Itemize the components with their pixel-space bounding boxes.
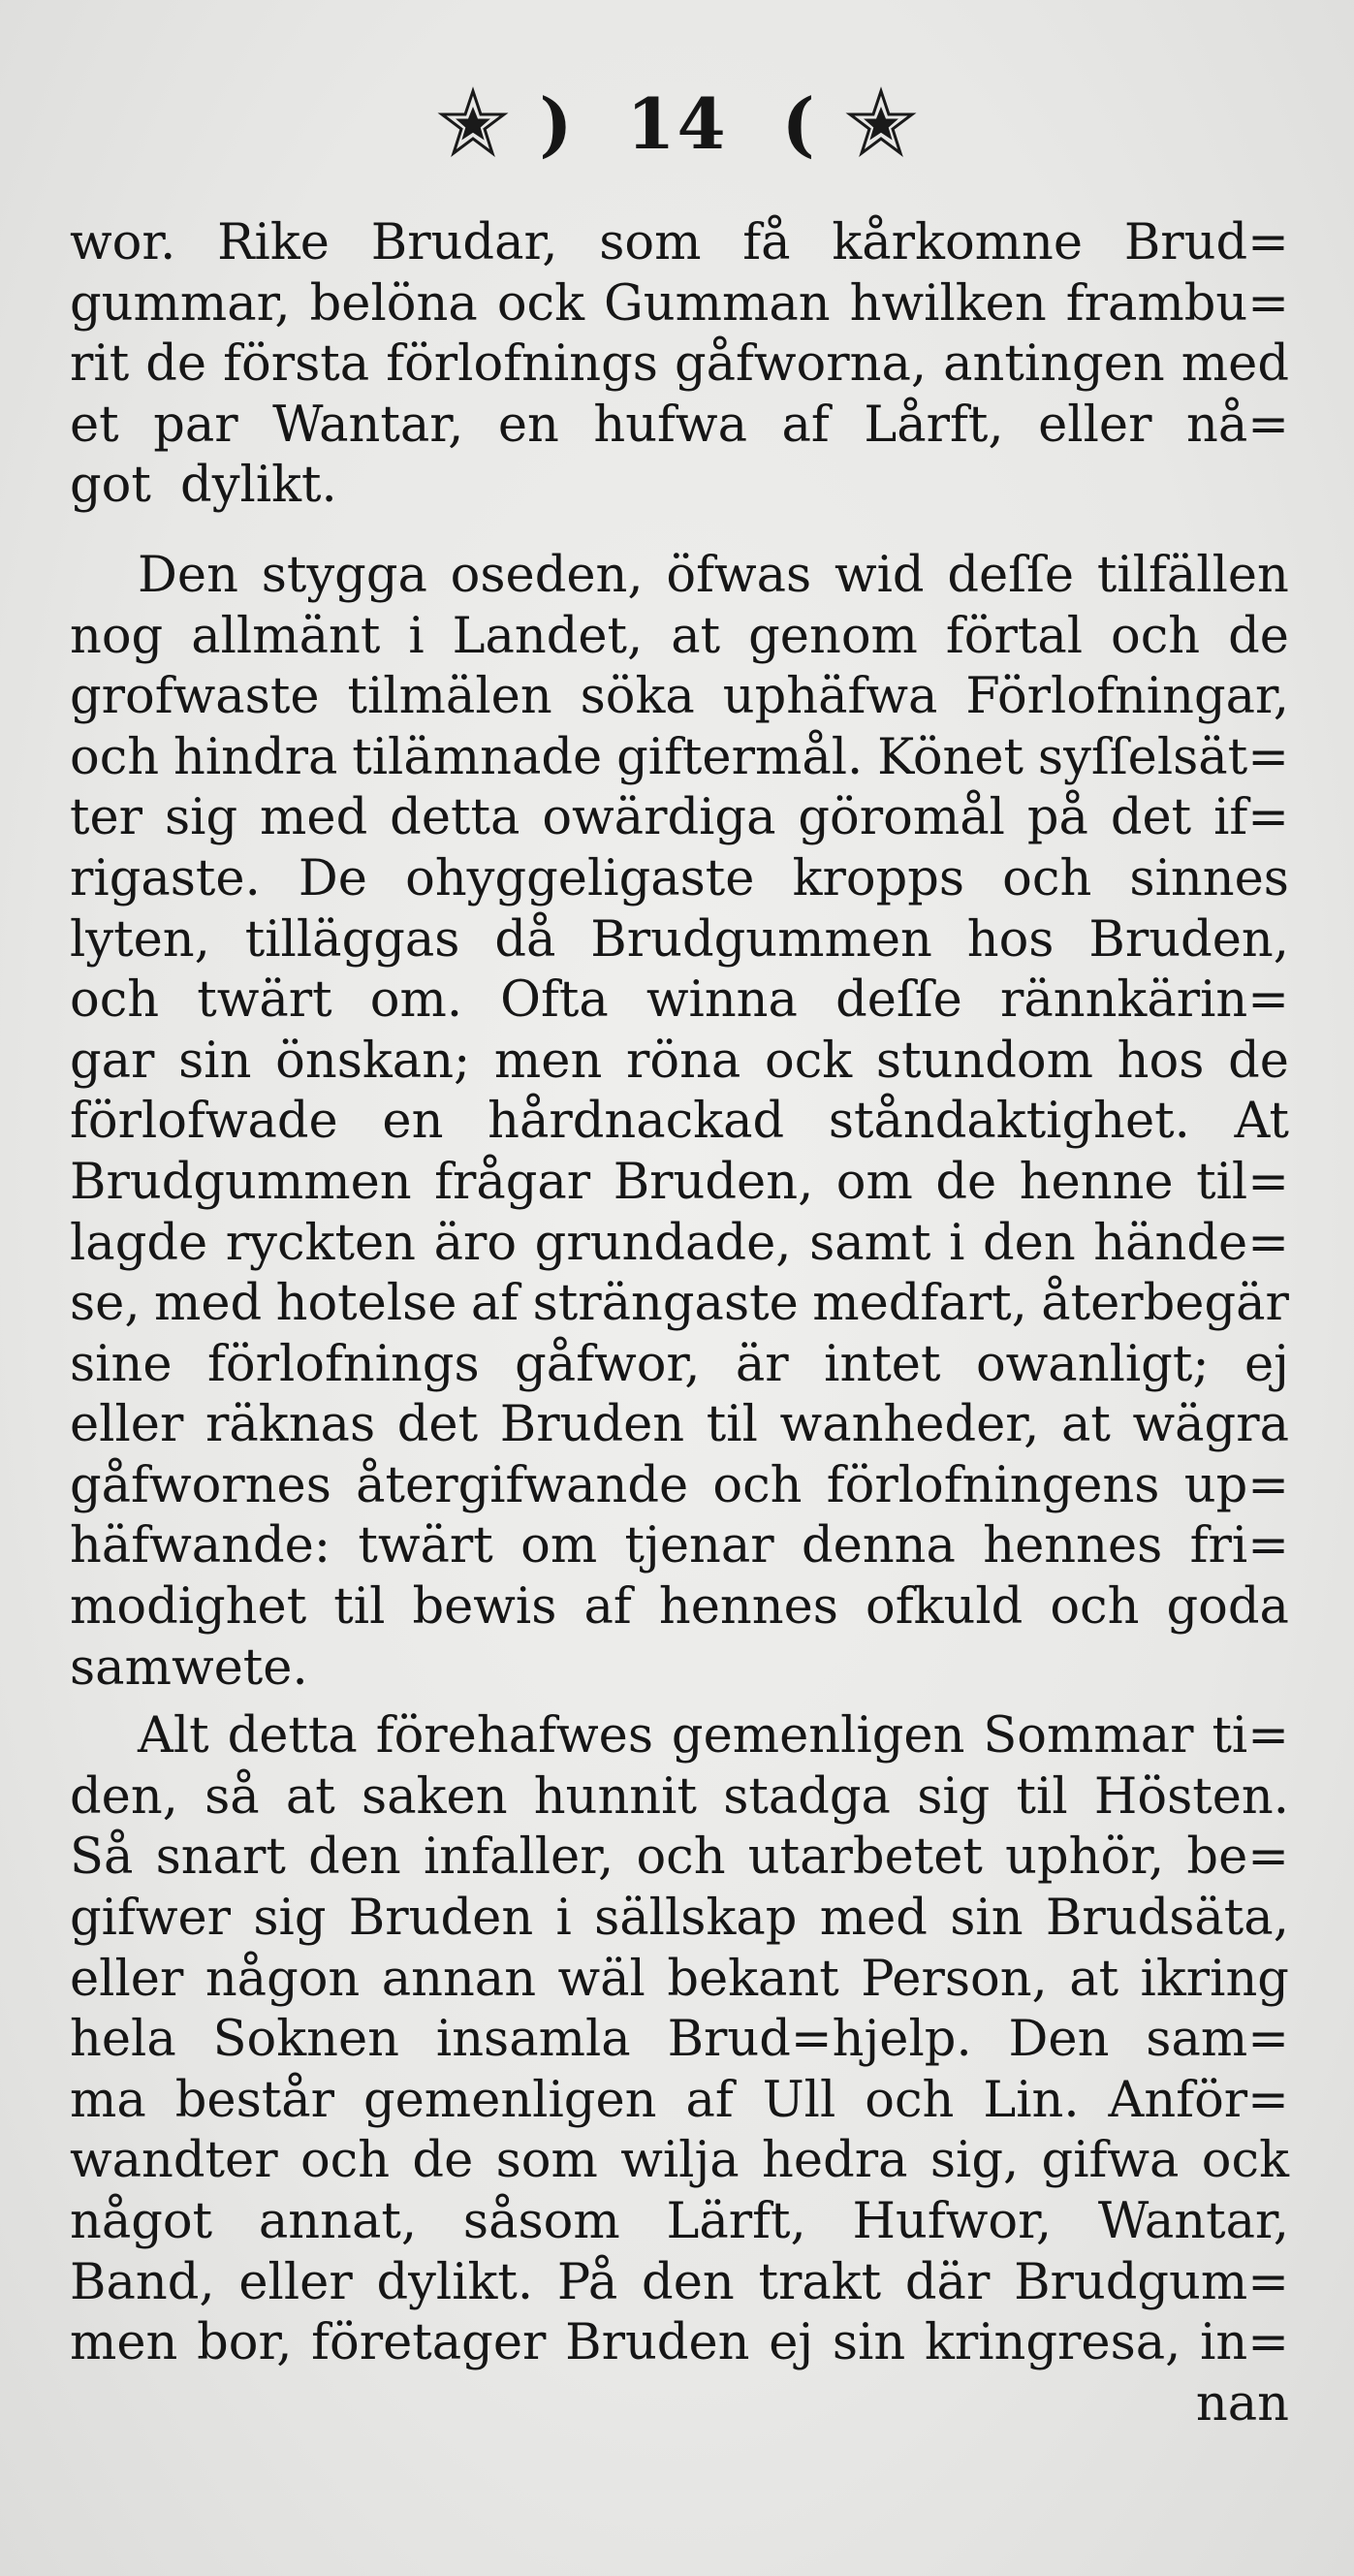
word: och — [712, 1456, 803, 1514]
text-line — [70, 1516, 1289, 1577]
word: Den — [1008, 2011, 1110, 2069]
word: hufwa — [593, 396, 747, 454]
word: det — [396, 1396, 479, 1454]
text-line — [70, 1032, 1289, 1093]
word: owärdiga — [542, 789, 776, 847]
page-number: 14 — [626, 82, 728, 165]
text-line — [70, 607, 1289, 668]
text-line — [70, 910, 1289, 971]
word: ter — [70, 789, 143, 847]
word: stygga — [261, 546, 427, 604]
word: de — [935, 1153, 997, 1211]
text-line — [70, 1395, 1289, 1456]
word: sig — [253, 1890, 327, 1948]
text-line — [70, 1577, 1289, 1638]
word: det — [1110, 789, 1192, 847]
word: gåfwornes — [70, 1456, 331, 1514]
word: förtal — [945, 607, 1084, 665]
word: annan — [381, 1950, 537, 2008]
word: belöna — [309, 274, 478, 333]
word: ma — [70, 2071, 146, 2129]
word: if= — [1213, 789, 1289, 847]
word: som — [599, 214, 702, 271]
word: sam= — [1146, 2011, 1289, 2069]
word: en — [382, 1093, 444, 1151]
text-line — [70, 2313, 1289, 2374]
word: utarbetet — [747, 1829, 983, 1887]
text-line — [70, 2131, 1289, 2192]
word: Ofta — [500, 971, 609, 1030]
word: Bruden — [565, 2314, 750, 2372]
word: wandter — [70, 2132, 278, 2190]
word: tilämnade — [352, 728, 603, 786]
word: sig, — [929, 2132, 1020, 2190]
word: återbegär — [1041, 1275, 1289, 1333]
word: Brud=hjelp. — [667, 2011, 972, 2069]
word: då — [494, 910, 556, 969]
word: få — [742, 214, 791, 271]
word: sin — [178, 1032, 252, 1090]
word: uphör, — [1005, 1829, 1165, 1887]
text-line — [70, 728, 1289, 789]
word: denna — [802, 1517, 956, 1575]
word: medfart, — [812, 1275, 1027, 1333]
word: in= — [1200, 2314, 1289, 2372]
word: tjenar — [624, 1517, 774, 1575]
word: som — [495, 2132, 598, 2190]
word: på — [1026, 789, 1088, 847]
word: Bruden — [348, 1890, 534, 1948]
word: Bruden — [499, 1396, 685, 1454]
word: modighet — [70, 1578, 307, 1637]
word: förlofningens — [826, 1456, 1160, 1514]
word: deſſe — [835, 971, 962, 1030]
word: stundom — [875, 1032, 1093, 1090]
word: där — [904, 2253, 991, 2311]
word: men — [493, 1032, 603, 1090]
word: Rike — [217, 214, 330, 271]
word: hindra — [173, 728, 338, 786]
word: Brud= — [1123, 214, 1289, 271]
word: til — [1016, 1767, 1068, 1826]
word: henne — [1019, 1153, 1174, 1211]
word: Gumman — [604, 274, 831, 333]
word: nog — [70, 607, 164, 665]
word: är — [735, 1335, 789, 1393]
word: och — [865, 2071, 955, 2129]
text-line — [70, 2253, 1289, 2314]
word: om — [520, 1517, 598, 1575]
word: de — [1228, 607, 1289, 665]
word: sällskap — [594, 1890, 798, 1948]
word: med — [1181, 335, 1289, 394]
word: och — [1111, 607, 1201, 665]
word: kringresa, — [924, 2314, 1181, 2372]
word: Hösten. — [1093, 1767, 1289, 1826]
word: och — [1002, 849, 1092, 907]
paragraph-1 — [70, 213, 1289, 517]
word: Lärft, — [666, 2193, 806, 2250]
word: Soknen — [212, 2011, 400, 2069]
word: Sommar — [983, 1707, 1194, 1765]
word: tilmälen — [347, 668, 552, 726]
word: Lin. — [983, 2071, 1080, 2129]
word: trakt — [758, 2253, 882, 2311]
word: i — [555, 1890, 572, 1948]
word: sin — [832, 2314, 906, 2372]
word: gar — [70, 1032, 155, 1090]
word: lagde — [70, 1214, 208, 1272]
word: hotelse — [275, 1275, 457, 1333]
word: i — [408, 607, 425, 665]
word: önskan; — [275, 1032, 471, 1090]
left-star-icon — [434, 85, 512, 163]
right-parenthesis: ( — [781, 82, 815, 165]
text-line — [70, 1092, 1289, 1153]
word: den — [983, 1214, 1076, 1272]
word: gåfwor, — [515, 1335, 701, 1393]
word: sinnes — [1129, 849, 1289, 907]
word: men — [70, 2314, 178, 2372]
word: hennes — [658, 1578, 838, 1637]
word: Band, — [70, 2253, 215, 2311]
word: ikring — [1140, 1950, 1289, 2008]
word: kårkomne — [832, 214, 1084, 271]
word: tilfällen — [1096, 546, 1289, 604]
word: äro — [433, 1214, 518, 1272]
word: til — [706, 1396, 758, 1454]
word: At — [1234, 1093, 1289, 1151]
word: göromål — [798, 789, 1005, 847]
word: wor. — [70, 214, 176, 271]
word: at — [1060, 1396, 1111, 1454]
word: rit — [70, 335, 130, 394]
word: annat, — [258, 2193, 418, 2250]
word: wägra — [1132, 1396, 1289, 1454]
word: oseden, — [450, 546, 644, 604]
word: uphäfwa — [722, 668, 938, 726]
word: hela — [70, 2011, 176, 2069]
word: ohyggeligaste — [405, 849, 755, 907]
word: intet — [824, 1335, 941, 1393]
word: de — [145, 335, 207, 394]
word: Brudsäta, — [1045, 1890, 1289, 1948]
word: af — [470, 1275, 520, 1333]
left-parenthesis: ) — [539, 82, 573, 165]
word: och — [1050, 1578, 1140, 1637]
text-line — [70, 1767, 1289, 1829]
word: Förlofningar, — [965, 668, 1289, 726]
word: samt — [809, 1214, 931, 1272]
text-line — [70, 1456, 1289, 1517]
word: wäl — [557, 1950, 646, 2008]
text-line — [70, 274, 1289, 335]
word: ej — [769, 2314, 814, 2372]
word: med — [819, 1890, 928, 1948]
word: insamla — [435, 2011, 631, 2069]
word: förlofwade — [70, 1093, 338, 1151]
word: antingen — [943, 335, 1165, 394]
word: af — [685, 2071, 734, 2129]
word: med — [153, 1275, 263, 1333]
word: Så — [70, 1829, 134, 1887]
word: nå= — [1185, 396, 1289, 454]
word: hwilken — [849, 274, 1047, 333]
word: den — [308, 1829, 401, 1887]
text-line — [70, 396, 1289, 457]
word: Bruden, — [613, 1153, 814, 1211]
page-header — [0, 76, 1354, 173]
word: ofkuld — [865, 1578, 1023, 1637]
word: hårdnackad — [488, 1093, 785, 1151]
word: Anför= — [1108, 2071, 1289, 2129]
word: stadga — [723, 1767, 891, 1826]
text-line — [70, 1706, 1289, 1767]
word: up= — [1183, 1456, 1289, 1514]
word: tilläggas — [244, 910, 460, 969]
word: sig — [164, 789, 238, 847]
word: förehafwes — [375, 1707, 653, 1765]
word: kropps — [792, 849, 965, 907]
word: om — [835, 1153, 913, 1211]
word: hos — [1117, 1032, 1205, 1090]
word: söka — [580, 668, 695, 726]
word: ock — [496, 274, 584, 333]
text-line — [70, 1889, 1289, 1950]
paragraph-gap — [70, 517, 1289, 546]
word: hedra — [762, 2132, 908, 2190]
word: de — [1228, 1032, 1289, 1090]
word: at — [671, 607, 721, 665]
word: detta — [390, 789, 520, 847]
word: Brudgummen — [590, 910, 932, 969]
word: återgifwande — [356, 1456, 689, 1514]
word: wanheder, — [779, 1396, 1040, 1454]
word: sig — [917, 1767, 991, 1826]
word: något — [70, 2193, 213, 2250]
word: wilja — [620, 2132, 740, 2190]
word: ej — [1244, 1335, 1289, 1393]
word: Person, — [861, 1950, 1048, 2008]
word: dylikt. — [376, 2253, 534, 2311]
word: och — [70, 971, 160, 1030]
body-text — [70, 213, 1289, 2434]
word: de — [412, 2132, 474, 2190]
word: ryckten — [225, 1214, 416, 1272]
word: hände= — [1093, 1214, 1289, 1272]
word: Alt — [138, 1707, 209, 1765]
word: räknas — [205, 1396, 376, 1454]
text-line — [70, 2010, 1289, 2071]
word: twärt — [197, 971, 332, 1030]
word: frågar — [434, 1153, 591, 1211]
word: gifwa — [1041, 2132, 1180, 2190]
word: eller — [70, 1396, 184, 1454]
word: at — [1069, 1950, 1119, 2008]
word: Könet — [877, 728, 1024, 786]
word: allmänt — [191, 607, 381, 665]
word: wid — [834, 546, 925, 604]
text-line — [70, 849, 1289, 910]
word: förlofnings — [206, 1335, 480, 1393]
word: gemenligen — [362, 2071, 657, 2129]
word: snart — [155, 1829, 286, 1887]
text-line — [70, 213, 1289, 274]
text-line — [70, 788, 1289, 849]
text-line — [70, 1153, 1289, 1214]
word: Brudar, — [370, 214, 558, 271]
word: bewis — [412, 1578, 557, 1637]
text-line — [70, 970, 1289, 1032]
text-line — [70, 1828, 1289, 1889]
word: om. — [369, 971, 463, 1030]
word: består — [174, 2071, 335, 2129]
text-line — [70, 1214, 1289, 1275]
paragraph-2 — [70, 546, 1289, 1699]
word: hunnit — [533, 1767, 697, 1826]
word: och — [299, 2132, 391, 2190]
word: i — [949, 1214, 965, 1272]
word: så — [205, 1767, 260, 1826]
word: bor, — [197, 2314, 293, 2372]
word: et — [70, 396, 119, 454]
text-line — [70, 2192, 1289, 2253]
word: den, — [70, 1767, 178, 1826]
word: företager — [311, 2314, 547, 2372]
word: Wantar, — [1097, 2193, 1289, 2250]
word: hennes — [983, 1517, 1163, 1575]
word: grofwaste — [70, 668, 320, 726]
word: winna — [646, 971, 798, 1030]
word: ståndaktighet. — [828, 1093, 1190, 1151]
text-line — [70, 667, 1289, 728]
word: giftermål. — [616, 728, 864, 786]
word: til — [333, 1578, 386, 1637]
word: Den — [138, 546, 238, 604]
word: den — [642, 2253, 735, 2311]
word: ock — [1201, 2132, 1289, 2190]
text-line — [70, 2071, 1289, 2132]
text-line — [70, 1335, 1289, 1396]
word: deſſe — [947, 546, 1075, 604]
word: rännkärin= — [999, 971, 1289, 1030]
word: hos — [966, 910, 1055, 969]
word: syſſelsät= — [1037, 728, 1289, 786]
word: fri= — [1189, 1517, 1289, 1575]
word: häfwande: — [70, 1517, 331, 1575]
word: eller — [70, 1950, 184, 2008]
word: eller — [1038, 396, 1152, 454]
word: Lårft, — [864, 396, 1004, 454]
word: Hufwor, — [852, 2193, 1053, 2250]
word: gifwer — [70, 1890, 232, 1948]
word: eller — [238, 2253, 353, 2311]
catchword-line — [70, 2374, 1289, 2435]
paragraph-3 — [70, 1706, 1289, 2374]
word: par — [153, 396, 238, 454]
word: lyten, — [70, 910, 210, 969]
word: strängaste — [532, 1275, 799, 1333]
text-line — [70, 546, 1289, 607]
paragraph-gap — [70, 1699, 1289, 1706]
word: och — [70, 728, 160, 786]
word: sine — [70, 1335, 173, 1393]
word: grundade, — [534, 1214, 792, 1272]
word: gåfworna, — [674, 335, 928, 394]
word: frambu= — [1065, 274, 1289, 333]
word: en — [497, 396, 559, 454]
word: första — [223, 335, 370, 394]
word: De — [298, 849, 367, 907]
word: förlofnings — [386, 335, 658, 394]
word: röna — [625, 1032, 741, 1090]
word: be= — [1186, 1829, 1289, 1887]
word: såsom — [462, 2193, 620, 2250]
word: af — [781, 396, 830, 454]
text-line: got dylikt. — [70, 457, 337, 515]
text-line: samwete. — [70, 1638, 308, 1697]
word: någon — [205, 1950, 361, 2008]
word: sin — [950, 1890, 1023, 1948]
word: detta — [227, 1707, 358, 1765]
word: Bruden, — [1088, 910, 1289, 969]
word: se, — [70, 1275, 141, 1333]
catchword: nan — [1195, 2374, 1289, 2433]
word: med — [260, 789, 368, 847]
word: ock — [765, 1032, 853, 1090]
word: til= — [1196, 1153, 1289, 1211]
word: Landet, — [452, 607, 644, 665]
word: owanligt; — [975, 1335, 1210, 1393]
word: rigaste. — [70, 849, 261, 907]
word: Ull — [762, 2071, 836, 2129]
word: och — [636, 1829, 726, 1887]
word: gummar, — [70, 274, 291, 333]
word: På — [556, 2253, 618, 2311]
word: bekant — [667, 1950, 839, 2008]
word: infaller, — [424, 1829, 614, 1887]
text-line — [70, 1950, 1289, 2011]
word: genom — [748, 607, 918, 665]
word: at — [285, 1767, 335, 1826]
word: öfwas — [666, 546, 812, 604]
word: Brudgummen — [70, 1153, 412, 1211]
word: saken — [362, 1767, 508, 1826]
right-star-icon — [842, 85, 920, 163]
text-line — [70, 1274, 1289, 1335]
word: gemenligen — [671, 1707, 965, 1765]
word: Brudgum= — [1014, 2253, 1289, 2311]
text-line — [70, 334, 1289, 396]
word: twärt — [358, 1517, 493, 1575]
word: af — [583, 1578, 632, 1637]
word: goda — [1166, 1578, 1289, 1637]
word: Wantar, — [272, 396, 464, 454]
word: ti= — [1212, 1707, 1289, 1765]
